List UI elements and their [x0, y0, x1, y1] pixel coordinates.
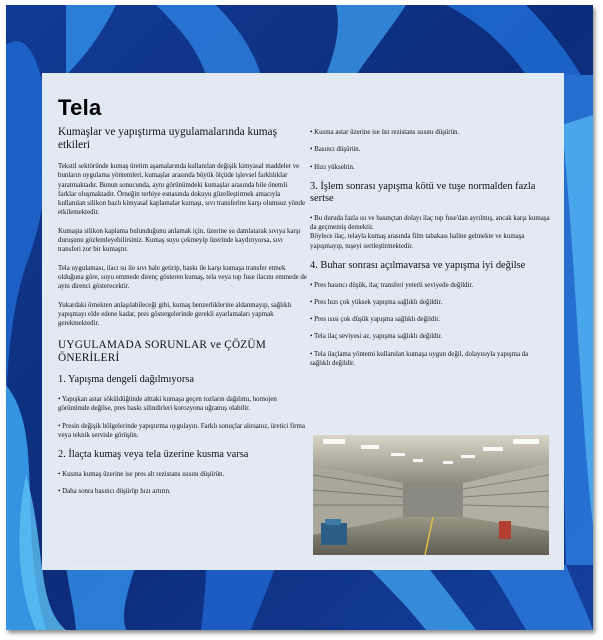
intro-paragraph: Tela uygulaması, ilacı su ile sıvı hale getirip, baskı ile karşı kumaşa transfer etmek olduğuna göre, suyu emmede direnç gösteren kumaş, tela veya top fuse ilacını emmede de aynı direnci gösterecektir. [58, 264, 307, 291]
left-column [58, 95, 307, 504]
problem-1-item: • Yapışkan astar söküldüğünde alttaki kumaşa geçen tozların dağılımı, homojen görünümde değilse, pres baskı silindirleri korozyona uğramış olabilir. [58, 395, 277, 413]
problem-4-item: • Pres basıncı düşük, ilaç transferi yeterli seviyede değildir. [310, 281, 474, 289]
section-heading: UYGULAMADA SORUNLAR ve ÇÖZÜM ÖNERİLERİ [58, 339, 267, 365]
intro-paragraph: Yukardaki örnekten anlaşılabileceği gibi, kumaş benzerliklerine aldanmayıp, sağlıklı yapışmayı elde edene kadar, pres göstergelerinde gerekli ayarlamaları yapmak gerekmektedir. [58, 301, 292, 328]
problem-1-item: • Presin değişik bölgelerinde yapıştırma uygulayın. Farklı sonuçlar alırsanız, üretici firma veya teknik servisle görüşün. [58, 422, 305, 439]
problem-4-item: • Tela ilaç seviyesi az, yapışma sağlıklı değildir. [310, 333, 443, 341]
problem-4-item: • Tela ilaçlama yöntemi kullanılan kumaşa uygun değil, dolayısıyla yapışma da sağlıklı değildir. [310, 350, 529, 368]
intro-paragraph: Tekstil sektöründe kumaş üretim aşamalarında kullanılan değişik kimyasal maddeler ve bunların uygulama yöntemleri, kumaşlar arasında büyük ölçüde işlevsel farklılıklar yaratmaktadır. Bunun sonucunda, aynı görünümdeki kumaşlar arasında bile önemli farklar oluşmaktadır. Örneğin terbiye esnasında dokuyu güzelleştirmek amacıyla kullanılan silikon bazlı kimyasal kaplamalar kumaşı, sıvı transferine karşı olumsuz yönde etkilemektedir. [58, 163, 306, 217]
problem-2-item: • Daha sonra basıncı düşürüp hızı artırın. [58, 487, 171, 495]
problem-3-item: • Bu duruda fazla ısı ve basınçtan dolayı ilaç top fuse'dan ayrılmış, ancak karşı kumaşa da geçmemiş demektir. Böylece ilaç, telayla kumaş arasında film tabakası haline gelmekte ve kumaşa yapışmayıp, tuşeyi sertleştirmektedir. [310, 214, 550, 250]
page-frame [6, 5, 593, 630]
problem-4-item: • Pres ısısı çok düşük yapışma sağlıklı değildir. [310, 316, 440, 324]
right-column [310, 128, 550, 376]
subtitle: Kumaşlar ve yapıştırma uygulamalarında kumaş etkileri [58, 126, 277, 151]
factory-photo [313, 435, 549, 555]
problem-2-item: • Basıncı düşürün. [310, 146, 361, 154]
factory-interior-image [313, 435, 549, 555]
problem-4-item: • Pres hızı çok yüksek yapışma sağlıklı değildir. [310, 298, 443, 306]
problem-2-item: • Kusma astar üzerine ise üst rezistans ısısını düşürün. [310, 129, 460, 136]
page-title: Tela [58, 95, 102, 120]
problem-heading-1: 1. Yapışma dengeli dağılmıyorsa [58, 374, 194, 386]
problem-2-item: • Hızı yükseltin. [310, 163, 355, 171]
problem-2-item: • Kusma kumaş üzerine ise pres alt rezistans ısısını düşürün. [58, 470, 225, 478]
problem-heading-2: 2. İlaçta kumaş veya tela üzerine kusma varsa [58, 449, 249, 461]
problem-heading-4: 4. Buhar sonrası açılmavarsa ve yapışma iyi değilse [310, 260, 526, 272]
problem-heading-3: 3. İşlem sonrası yapışma kötü ve tuşe normalden fazla sertse [310, 180, 536, 205]
content-panel [42, 73, 564, 570]
intro-paragraph: Kumaşta silikon kaplama bulunduğunu anlamak için, üzerine su damlatarak sıvıya karşı duruşunu gözlemleyebilirsiniz. Kumaş suyu çekmeyip üzerinde kaydırıyorsa, sıvı transferi zor bir kumaştır. [58, 227, 301, 254]
